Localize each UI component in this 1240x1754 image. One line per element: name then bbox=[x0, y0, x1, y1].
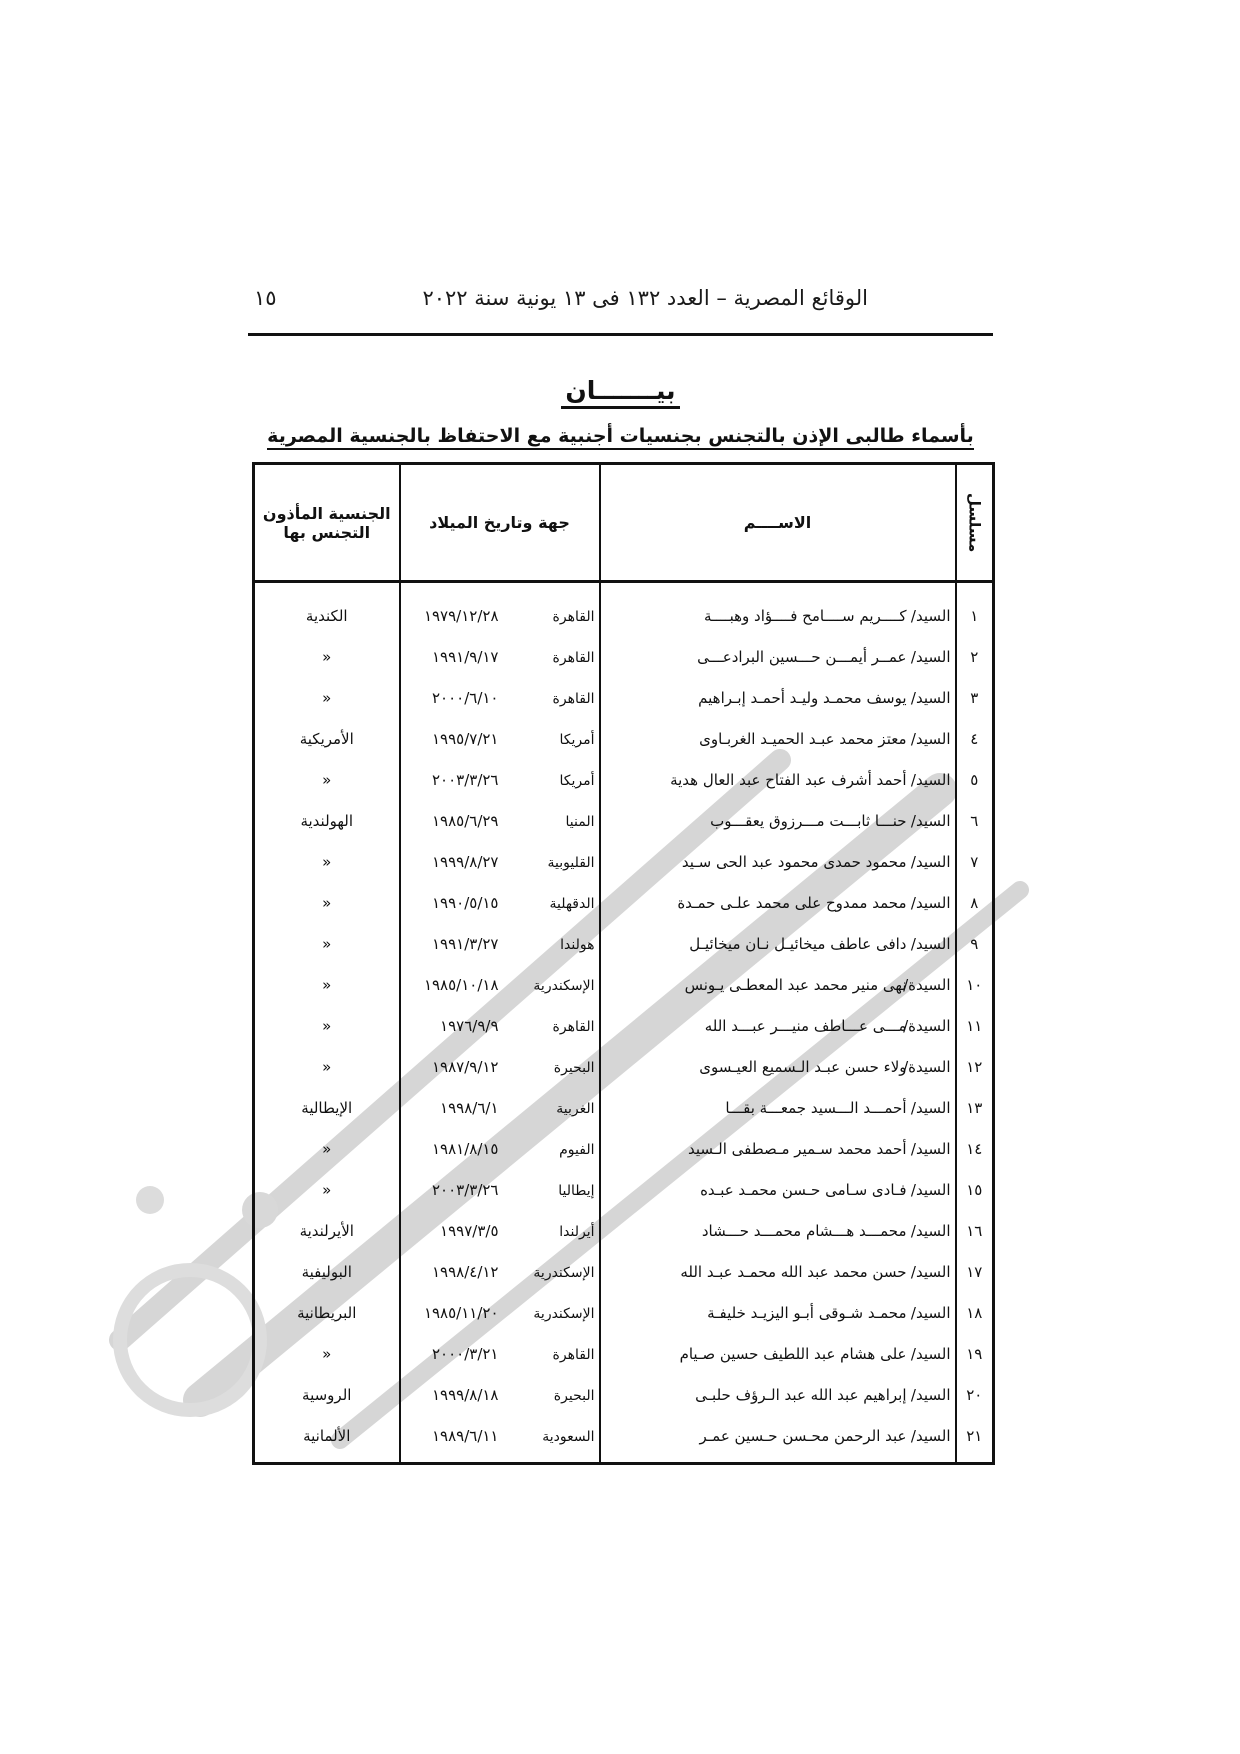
cell-serial: ٤ bbox=[956, 718, 994, 759]
cell-name bbox=[600, 1046, 956, 1087]
table-row bbox=[254, 759, 994, 800]
birth-date: ١٩٧٦/٩/٩ bbox=[440, 1016, 499, 1035]
table-row bbox=[254, 1128, 994, 1169]
birth-place: أيرلندا bbox=[559, 1223, 595, 1240]
cell-serial: ٨ bbox=[956, 882, 994, 923]
full-name: مـــى عـــاطف منيـــر عبـــد الله bbox=[704, 1016, 907, 1035]
cell-birth bbox=[400, 1005, 600, 1046]
cell-name bbox=[600, 582, 956, 637]
honorific: السيد/ bbox=[910, 647, 951, 666]
applicants-table bbox=[252, 462, 995, 1465]
cell-serial: ٢ bbox=[956, 636, 994, 677]
cell-serial: ١ bbox=[956, 582, 994, 637]
cell-nationality: « bbox=[254, 923, 400, 964]
cell-name bbox=[600, 1210, 956, 1251]
cell-name bbox=[600, 1005, 956, 1046]
cell-nationality: الألمانية bbox=[254, 1415, 400, 1464]
cell-birth bbox=[400, 1292, 600, 1333]
cell-name bbox=[600, 923, 956, 964]
cell-nationality: « bbox=[254, 964, 400, 1005]
cell-name bbox=[600, 1169, 956, 1210]
cell-birth bbox=[400, 1210, 600, 1251]
honorific: السيدة/ bbox=[903, 1016, 951, 1035]
full-name: حنـــا ثابـــت مـــرزوق يعقـــوب bbox=[710, 811, 907, 830]
birth-place: البحيرة bbox=[553, 1059, 595, 1076]
cell-serial: ٧ bbox=[956, 841, 994, 882]
table-row bbox=[254, 1333, 994, 1374]
birth-date: ١٩٩٩/٨/٢٧ bbox=[431, 852, 499, 871]
birth-place: الفيوم bbox=[559, 1141, 595, 1158]
cell-name bbox=[600, 1292, 956, 1333]
header-nationality: الجنسية المأذون التجنس بها bbox=[254, 464, 400, 582]
cell-birth bbox=[400, 882, 600, 923]
honorific: السيد/ bbox=[910, 811, 951, 830]
table-row bbox=[254, 1415, 994, 1464]
cell-nationality: الهولندية bbox=[254, 800, 400, 841]
cell-birth bbox=[400, 1046, 600, 1087]
cell-serial: ٩ bbox=[956, 923, 994, 964]
cell-birth bbox=[400, 800, 600, 841]
cell-name bbox=[600, 964, 956, 1005]
cell-name bbox=[600, 841, 956, 882]
birth-date: ١٩٩٧/٣/٥ bbox=[440, 1221, 499, 1240]
full-name: محمـد شـوقى أبـو اليزيـد خليفـة bbox=[707, 1303, 907, 1322]
table-row bbox=[254, 1087, 994, 1128]
honorific: السيد/ bbox=[910, 934, 951, 953]
full-name: على هشام عبد اللطيف حسين صـيام bbox=[679, 1344, 907, 1363]
birth-place: أمريكا bbox=[559, 772, 595, 789]
document-title-text: بيـــــــان bbox=[561, 376, 679, 409]
cell-nationality: الأيرلندية bbox=[254, 1210, 400, 1251]
full-name: محمـــد هـــشام محمـــد حـــشاد bbox=[701, 1221, 907, 1240]
cell-nationality: « bbox=[254, 841, 400, 882]
birth-place: القاهرة bbox=[552, 608, 595, 625]
full-name: فـادى سـامى حـسن محمـد عبـده bbox=[700, 1180, 907, 1199]
document-title bbox=[248, 376, 993, 409]
cell-birth bbox=[400, 636, 600, 677]
birth-date: ١٩٨٥/١٠/١٨ bbox=[423, 975, 499, 994]
birth-place: البحيرة bbox=[553, 1387, 595, 1404]
cell-serial: ١٢ bbox=[956, 1046, 994, 1087]
cell-serial: ٦ bbox=[956, 800, 994, 841]
full-name: يوسف محمـد وليـد أحمـد إبـراهيم bbox=[698, 688, 907, 707]
cell-serial: ١٣ bbox=[956, 1087, 994, 1128]
birth-date: ١٩٩٩/٨/١٨ bbox=[431, 1385, 499, 1404]
honorific: السيد/ bbox=[910, 1180, 951, 1199]
cell-birth bbox=[400, 1415, 600, 1464]
cell-nationality: « bbox=[254, 1333, 400, 1374]
birth-date: ٢٠٠٠/٦/١٠ bbox=[431, 688, 499, 707]
cell-birth bbox=[400, 1333, 600, 1374]
cell-nationality: « bbox=[254, 759, 400, 800]
cell-name bbox=[600, 1333, 956, 1374]
honorific: السيد/ bbox=[910, 1262, 951, 1281]
header-name: الاســــم bbox=[600, 464, 956, 582]
full-name: معتز محمد عبـد الحميـد الغربـاوى bbox=[699, 729, 907, 748]
cell-birth bbox=[400, 1128, 600, 1169]
birth-date: ١٩٩٨/٤/١٢ bbox=[431, 1262, 499, 1281]
honorific: السيد/ bbox=[910, 1426, 951, 1445]
honorific: السيد/ bbox=[910, 1303, 951, 1322]
table-row bbox=[254, 718, 994, 759]
birth-date: ١٩٩١/٣/٢٧ bbox=[431, 934, 499, 953]
cell-nationality: « bbox=[254, 1046, 400, 1087]
birth-date: ٢٠٠٣/٣/٢٦ bbox=[431, 770, 499, 789]
full-name: محمد ممدوح على محمد علـى حمـدة bbox=[677, 893, 907, 912]
birth-place: الإسكندرية bbox=[533, 977, 595, 994]
birth-date: ١٩٩٥/٧/٢١ bbox=[431, 729, 499, 748]
cell-name bbox=[600, 1087, 956, 1128]
table-row bbox=[254, 636, 994, 677]
birth-place: هولندا bbox=[560, 936, 595, 953]
cell-name bbox=[600, 1251, 956, 1292]
cell-serial: ١٦ bbox=[956, 1210, 994, 1251]
birth-date: ١٩٨٩/٦/١١ bbox=[431, 1426, 499, 1445]
full-name: أحمد محمد سـمير مـصطفى الـسيد bbox=[687, 1139, 907, 1158]
cell-serial: ١٤ bbox=[956, 1128, 994, 1169]
cell-serial: ١٠ bbox=[956, 964, 994, 1005]
full-name: أحمد أشرف عبد الفتاح عبد العال هدية bbox=[670, 770, 907, 789]
cell-birth bbox=[400, 964, 600, 1005]
cell-name bbox=[600, 677, 956, 718]
cell-serial: ١٨ bbox=[956, 1292, 994, 1333]
birth-date: ١٩٨٧/٩/١٢ bbox=[431, 1057, 499, 1076]
full-name: نهى منير محمد عبد المعطـى يـونس bbox=[684, 975, 907, 994]
cell-serial: ١٩ bbox=[956, 1333, 994, 1374]
honorific: السيد/ bbox=[910, 1139, 951, 1158]
table-row bbox=[254, 1251, 994, 1292]
table-row bbox=[254, 1374, 994, 1415]
honorific: السيد/ bbox=[910, 606, 951, 625]
header-serial: مسلسل bbox=[956, 464, 994, 582]
birth-place: أمريكا bbox=[559, 731, 595, 748]
cell-serial: ٢٠ bbox=[956, 1374, 994, 1415]
table-row bbox=[254, 964, 994, 1005]
cell-name bbox=[600, 1415, 956, 1464]
table-row bbox=[254, 582, 994, 637]
honorific: السيد/ bbox=[910, 688, 951, 707]
issue-line: الوقائع المصرية – العدد ١٣٢ فى ١٣ يونية سنة ٢٠٢٢ bbox=[422, 286, 868, 310]
honorific: السيد/ bbox=[910, 1098, 951, 1117]
cell-serial: ٥ bbox=[956, 759, 994, 800]
full-name: أحمـــد الـــسيد جمعـــة بقـــا bbox=[725, 1098, 907, 1117]
cell-nationality: الكندية bbox=[254, 582, 400, 637]
cell-birth bbox=[400, 1374, 600, 1415]
honorific: السيدة/ bbox=[903, 1057, 951, 1076]
birth-date: ٢٠٠٣/٣/٢٦ bbox=[431, 1180, 499, 1199]
birth-place: الدقهلية bbox=[549, 895, 595, 912]
table-row bbox=[254, 882, 994, 923]
honorific: السيد/ bbox=[910, 1221, 951, 1240]
table-row bbox=[254, 1169, 994, 1210]
birth-date: ١٩٩١/٩/١٧ bbox=[431, 647, 499, 666]
table-row bbox=[254, 923, 994, 964]
birth-date: ١٩٨٥/١١/٢٠ bbox=[423, 1303, 499, 1322]
birth-date: ١٩٩٠/٥/١٥ bbox=[431, 893, 499, 912]
table-row bbox=[254, 841, 994, 882]
honorific: السيد/ bbox=[910, 893, 951, 912]
honorific: السيدة/ bbox=[903, 975, 951, 994]
document-subtitle bbox=[248, 425, 993, 450]
full-name: عمــر أيمـــن حـــسين البرادعـــى bbox=[697, 647, 907, 666]
cell-name bbox=[600, 1374, 956, 1415]
cell-name bbox=[600, 759, 956, 800]
cell-birth bbox=[400, 1087, 600, 1128]
full-name: محمود حمدى محمود عبد الحى سـيد bbox=[681, 852, 907, 871]
full-name: دافى عاطف ميخائيـل نـان ميخائيـل bbox=[689, 934, 907, 953]
birth-place: القاهرة bbox=[552, 1018, 595, 1035]
table-row bbox=[254, 1292, 994, 1333]
full-name: عبد الرحمن محـسن حـسين عمـر bbox=[699, 1426, 907, 1445]
birth-place: القليوبية bbox=[547, 854, 595, 871]
honorific: السيد/ bbox=[910, 1385, 951, 1404]
table-row bbox=[254, 677, 994, 718]
cell-birth bbox=[400, 718, 600, 759]
document-subtitle-text: بأسماء طالبى الإذن بالتجنس بجنسيات أجنبية مع الاحتفاظ بالجنسية المصرية bbox=[267, 425, 974, 450]
cell-nationality: البوليفية bbox=[254, 1251, 400, 1292]
cell-birth bbox=[400, 1169, 600, 1210]
table-row bbox=[254, 1210, 994, 1251]
birth-place: الغربية bbox=[556, 1100, 595, 1117]
header-divider bbox=[248, 333, 993, 336]
birth-place: القاهرة bbox=[552, 649, 595, 666]
table-row bbox=[254, 1005, 994, 1046]
cell-nationality: البريطانية bbox=[254, 1292, 400, 1333]
cell-name bbox=[600, 800, 956, 841]
cell-birth bbox=[400, 841, 600, 882]
cell-serial: ٣ bbox=[956, 677, 994, 718]
cell-birth bbox=[400, 1251, 600, 1292]
full-name: كــــريم ســــامح فــــؤاد وهبــــة bbox=[703, 606, 907, 625]
cell-nationality: الإيطالية bbox=[254, 1087, 400, 1128]
birth-date: ١٩٧٩/١٢/٢٨ bbox=[423, 606, 499, 625]
cell-nationality: « bbox=[254, 1128, 400, 1169]
birth-place: إيطاليا bbox=[558, 1182, 595, 1199]
cell-nationality: « bbox=[254, 636, 400, 677]
cell-name bbox=[600, 718, 956, 759]
cell-serial: ٢١ bbox=[956, 1415, 994, 1464]
table-row bbox=[254, 1046, 994, 1087]
cell-nationality: « bbox=[254, 1169, 400, 1210]
cell-serial: ١١ bbox=[956, 1005, 994, 1046]
birth-date: ١٩٩٨/٦/١ bbox=[440, 1098, 499, 1117]
birth-place: الإسكندرية bbox=[533, 1264, 595, 1281]
birth-date: ١٩٨١/٨/١٥ bbox=[431, 1139, 499, 1158]
birth-place: السعودية bbox=[542, 1428, 595, 1445]
birth-place: المنيا bbox=[565, 813, 595, 830]
table-row bbox=[254, 800, 994, 841]
birth-date: ٢٠٠٠/٣/٢١ bbox=[431, 1344, 499, 1363]
cell-birth bbox=[400, 923, 600, 964]
cell-birth bbox=[400, 677, 600, 718]
birth-place: الإسكندرية bbox=[533, 1305, 595, 1322]
cell-nationality: الروسية bbox=[254, 1374, 400, 1415]
honorific: السيد/ bbox=[910, 729, 951, 748]
honorific: السيد/ bbox=[910, 770, 951, 789]
cell-nationality: « bbox=[254, 1005, 400, 1046]
birth-place: القاهرة bbox=[552, 1346, 595, 1363]
honorific: السيد/ bbox=[910, 1344, 951, 1363]
page-number: ١٥ bbox=[254, 286, 277, 310]
cell-name bbox=[600, 1128, 956, 1169]
full-name: إبراهيم عبد الله عبد الـرؤف حلبـى bbox=[695, 1385, 907, 1404]
cell-birth bbox=[400, 582, 600, 637]
table-header-row bbox=[254, 464, 994, 582]
cell-serial: ١٥ bbox=[956, 1169, 994, 1210]
header-birth: جهة وتاريخ الميلاد bbox=[400, 464, 600, 582]
full-name: ولاء حسن عبـد الـسميع العيـسوى bbox=[699, 1057, 907, 1076]
cell-serial: ١٧ bbox=[956, 1251, 994, 1292]
table-body bbox=[254, 582, 994, 1464]
cell-nationality: الأمريكية bbox=[254, 718, 400, 759]
cell-birth bbox=[400, 759, 600, 800]
page-header bbox=[248, 282, 993, 322]
cell-nationality: « bbox=[254, 677, 400, 718]
full-name: حسن محمد عبد الله محمـد عبـد الله bbox=[680, 1262, 907, 1281]
honorific: السيد/ bbox=[910, 852, 951, 871]
birth-place: القاهرة bbox=[552, 690, 595, 707]
cell-nationality: « bbox=[254, 882, 400, 923]
cell-name bbox=[600, 636, 956, 677]
birth-date: ١٩٨٥/٦/٢٩ bbox=[431, 811, 499, 830]
cell-name bbox=[600, 882, 956, 923]
